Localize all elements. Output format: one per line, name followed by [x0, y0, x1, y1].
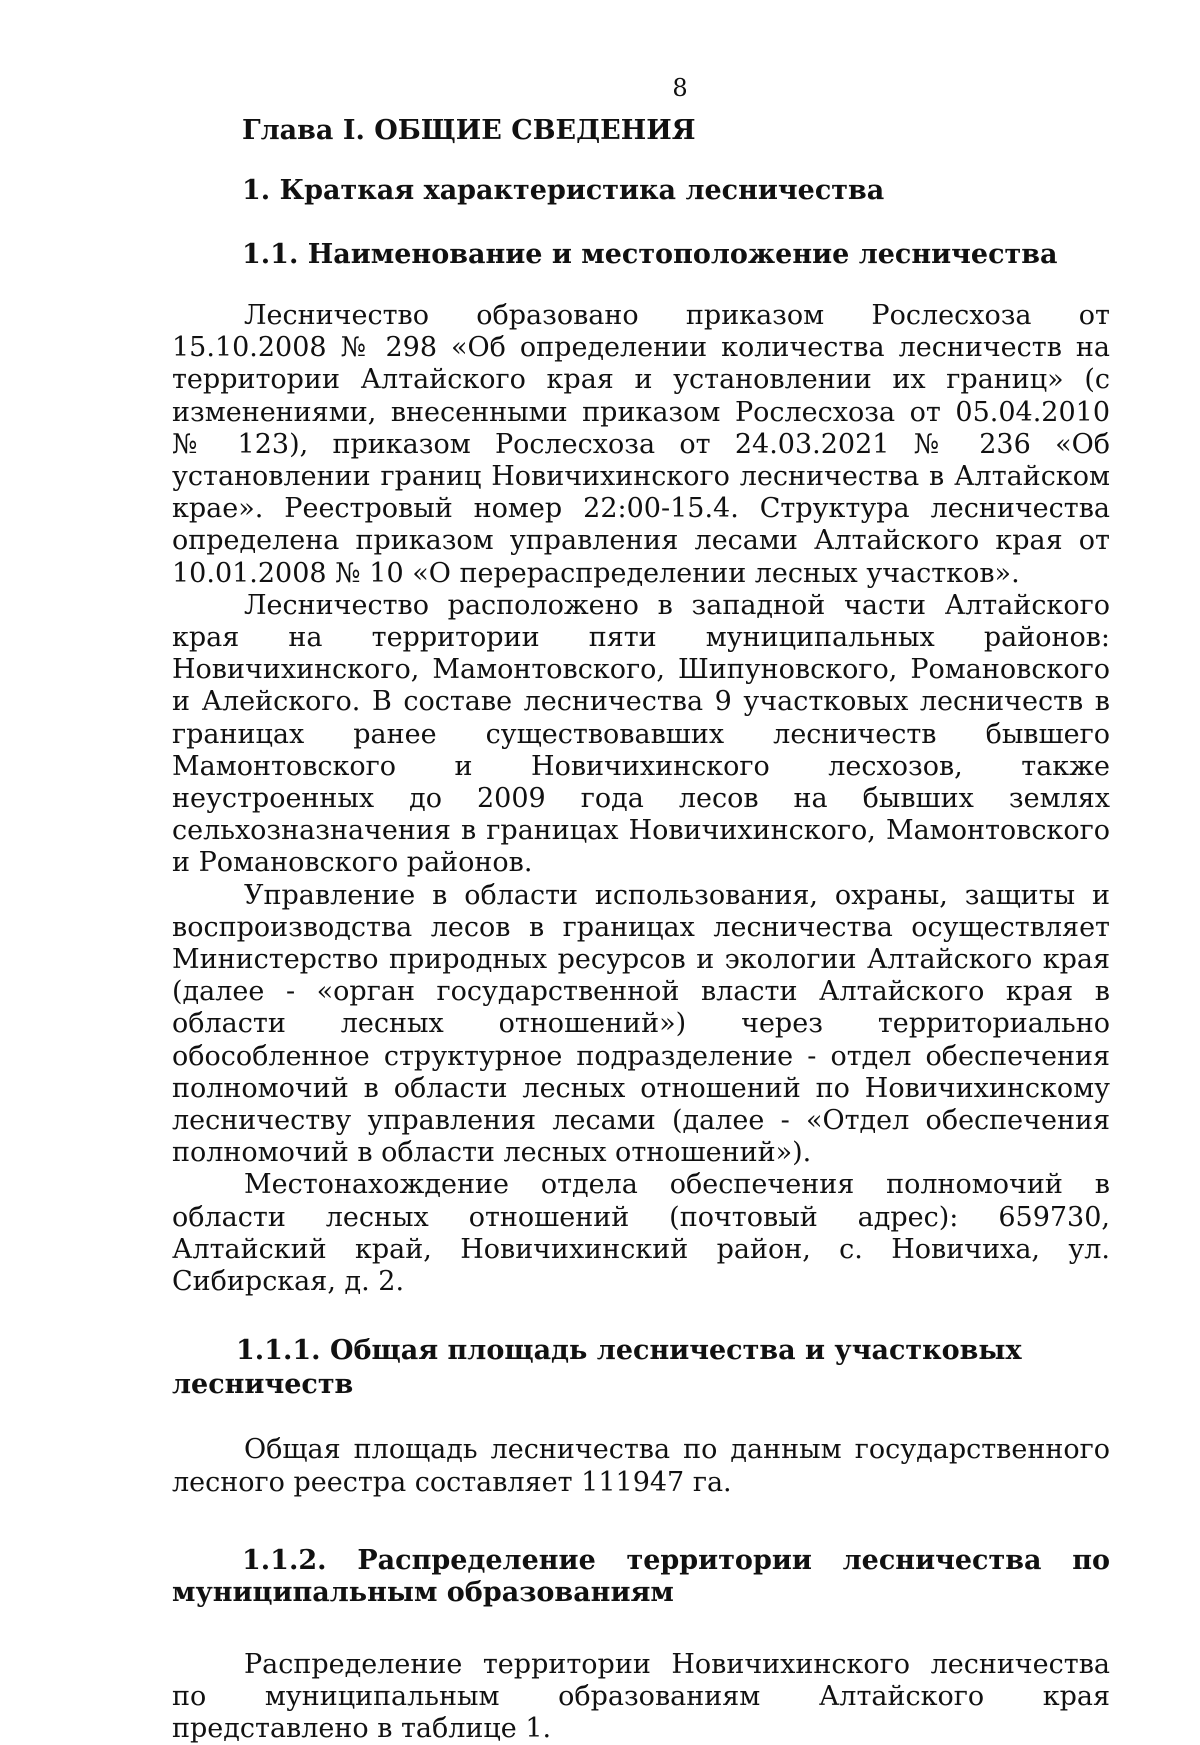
section-1-1-title: 1.1. Наименование и местоположение лесничества: [242, 239, 1058, 270]
page-number: 8: [672, 74, 688, 102]
page-content: [172, 110, 1110, 1745]
section-1-1-1-title: 1.1.1. Общая площадь лесничества и участковых лесничеств: [172, 1335, 1022, 1401]
section-1-1-2-title: 1.1.2. Распределение территории лесничества по муниципальным образованиям: [172, 1544, 1110, 1608]
paragraph-total-area: Общая площадь лесничества по данным государственного лесного реестра составляет 111947 га.: [172, 1434, 1110, 1498]
paragraph-formation: Лесничество образовано приказом Рослесхоза от 15.10.2008 № 298 «Об определении количества лесничеств на территории Алтайского края и установлении их границ» (с изменениями, внесенными приказом Рослесхоза от 05.04.2010 № 123), приказом Рослесхоза от 24.03.2021 № 236 «Об установлении границ Новичихинского лесничества в Алтайском крае». Реестровый номер 22:00-15.4. Структура лесничества определена приказом управления лесами Алтайского края от 10.01.2008 № 10 «О перераспределении лесных участков».: [172, 300, 1110, 589]
paragraph-location: Лесничество расположено в западной части Алтайского края на территории пяти муниципальных районов: Новичихинского, Мамонтовского, Шипуновского, Романовского и Алейского. В составе лесничества 9 участковых лесничеств в границах ранее существовавших лесничеств бывшего Мамонтовского и Новичихинского лесхозов, также неустроенных до 2009 года лесов на бывших землях сельхозназначения в границах Новичихинского, Мамонтовского и Романовского районов.: [172, 589, 1110, 879]
section-1-title: 1. Краткая характеристика лесничества: [242, 175, 885, 206]
paragraph-address: Местонахождение отдела обеспечения полномочий в области лесных отношений (почтовый адрес): 659730, Алтайский край, Новичихинский район, с. Новичиха, ул. Сибирская, д. 2.: [172, 1169, 1110, 1298]
paragraph-distribution: Распределение территории Новичихинского лесничества по муниципальным образованиям Алтайского края представлено в таблице 1.: [172, 1648, 1110, 1745]
paragraph-management: Управление в области использования, охраны, защиты и воспроизводства лесов в границах лесничества осуществляет Министерство природных ресурсов и экологии Алтайского края (далее - «орган государственной власти Алтайского края в области лесных отношений») через территориально обособленное структурное подразделение - отдел обеспечения полномочий в области лесных отношений по Новичихинскому лесничеству управления лесами (далее - «Отдел обеспечения полномочий в области лесных отношений»).: [172, 879, 1110, 1169]
chapter-title: Глава I. ОБЩИЕ СВЕДЕНИЯ: [242, 115, 696, 146]
